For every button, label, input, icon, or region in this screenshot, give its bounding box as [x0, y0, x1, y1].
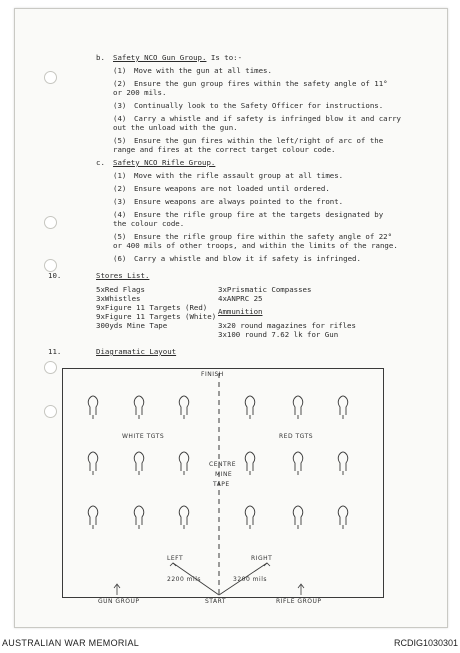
red-target-figure: [245, 396, 255, 419]
c-item-5-text-cont: or 400 mils of other troops, and within the limits of the range.: [113, 241, 398, 250]
centre-mine-tape-label-3: TAPE: [213, 481, 230, 488]
stores-left-item: 9xFigure 11 Targets (White): [96, 312, 217, 321]
red-target-figure: [293, 506, 303, 529]
white-target-figure: [88, 506, 98, 529]
white-target-figure: [179, 452, 189, 475]
right-mils-label: 3200 mils: [233, 576, 267, 583]
section-c-label: c.: [96, 158, 105, 167]
white-target-figure: [134, 396, 144, 419]
centre-mine-tape-label-2: MINE: [215, 471, 233, 478]
section-11-label: 11.: [48, 347, 62, 356]
gun-group-label: GUN GROUP: [98, 598, 140, 605]
ammunition-item: 3x100 round 7.62 lk for Gun: [218, 330, 339, 339]
red-target-figure: [245, 506, 255, 529]
c-item-3-text: Ensure weapons are always pointed to the front.: [134, 197, 344, 206]
white-target-figure: [179, 506, 189, 529]
stores-left-item: 9xFigure 11 Targets (Red): [96, 303, 208, 312]
finish-label: FINISH: [201, 371, 224, 378]
punch-hole: [44, 361, 57, 374]
start-label: START: [205, 598, 227, 605]
left-label: LEFT: [167, 555, 184, 562]
red-targets-label: RED TGTS: [279, 433, 314, 440]
c-item-3-num: (3): [113, 197, 127, 206]
ammunition-item: 3x20 round magazines for rifles: [218, 321, 356, 330]
c-item-5-num: (5): [113, 232, 127, 241]
white-target-figure: [88, 452, 98, 475]
section-11-heading: Diagramatic Layout: [96, 347, 177, 356]
stores-left-item: 300yds Mine Tape: [96, 321, 168, 330]
ammunition-heading: Ammunition: [218, 307, 263, 316]
b-item-4-text-cont: out the unload with the gun.: [113, 123, 238, 132]
red-target-figure: [293, 396, 303, 419]
white-target-figure: [134, 506, 144, 529]
right-label: RIGHT: [251, 555, 273, 562]
white-targets-label: WHITE TGTS: [122, 433, 165, 440]
red-target-figure: [293, 452, 303, 475]
section-10-heading: Stores List.: [96, 271, 150, 280]
b-item-3-text: Continually look to the Safety Officer for instructions.: [134, 101, 384, 110]
c-item-1-num: (1): [113, 171, 127, 180]
b-item-5-text: Ensure the gun fires within the left/right of arc of the: [134, 136, 384, 145]
rifle-group-label: RIFLE GROUP: [276, 598, 322, 605]
b-item-4-text: Carry a whistle and if safety is infringed blow it and carry: [134, 114, 401, 123]
section-b-label: b.: [96, 53, 105, 62]
stores-left-item: 3xWhistles: [96, 294, 141, 303]
section-c-heading: Safety NCO Rifle Group.: [113, 158, 216, 167]
c-item-2-num: (2): [113, 184, 127, 193]
red-target-figure: [338, 452, 348, 475]
white-target-figure: [179, 396, 189, 419]
red-target-figure: [245, 452, 255, 475]
b-item-2-text-cont: or 200 mils.: [113, 88, 167, 97]
punch-hole: [44, 71, 57, 84]
b-item-1-num: (1): [113, 66, 127, 75]
c-item-2-text: Ensure weapons are not loaded until ordered.: [134, 184, 330, 193]
c-item-4-num: (4): [113, 210, 127, 219]
c-item-4-text-cont: the colour code.: [113, 219, 185, 228]
c-item-6-num: (6): [113, 254, 127, 263]
range-layout-diagram: [62, 368, 384, 598]
archive-footer: [0, 634, 460, 653]
red-target-figure: [338, 396, 348, 419]
b-item-4-num: (4): [113, 114, 127, 123]
c-item-1-text: Move with the rifle assault group at all times.: [134, 171, 344, 180]
section-b-suffix: Is to:-: [206, 53, 243, 62]
b-item-2-text: Ensure the gun group fires within the safety angle of 11°: [134, 79, 388, 88]
b-item-1-text: Move with the gun at all times.: [134, 66, 272, 75]
c-item-5-text: Ensure the rifle group fire within the safety angle of 22°: [134, 232, 393, 241]
b-item-2-num: (2): [113, 79, 127, 88]
c-item-4-text: Ensure the rifle group fire at the targets designated by: [134, 210, 384, 219]
c-item-6-text: Carry a whistle and blow it if safety is infringed.: [134, 254, 361, 263]
section-b-heading-line: [113, 53, 242, 62]
archive-name: AUSTRALIAN WAR MEMORIAL: [2, 638, 140, 648]
centre-mine-tape-label-1: CENTRE: [209, 461, 237, 468]
punch-hole: [44, 216, 57, 229]
stores-right-item: 4xANPRC 25: [218, 294, 263, 303]
stores-right-item: 3xPrismatic Compasses: [218, 285, 312, 294]
left-mils-label: 2200 mils: [167, 576, 201, 583]
b-item-3-num: (3): [113, 101, 127, 110]
b-item-5-text-cont: range and fires at the correct target colour code.: [113, 145, 336, 154]
stores-left-item: 5xRed Flags: [96, 285, 145, 294]
white-target-figure: [88, 396, 98, 419]
section-10-label: 10.: [48, 271, 62, 280]
b-item-5-num: (5): [113, 136, 127, 145]
archive-reference: RCDIG1030301: [393, 638, 458, 648]
punch-hole: [44, 405, 57, 418]
white-target-figure: [134, 452, 144, 475]
red-target-figure: [338, 506, 348, 529]
section-b-heading: Safety NCO Gun Group.: [113, 53, 207, 62]
